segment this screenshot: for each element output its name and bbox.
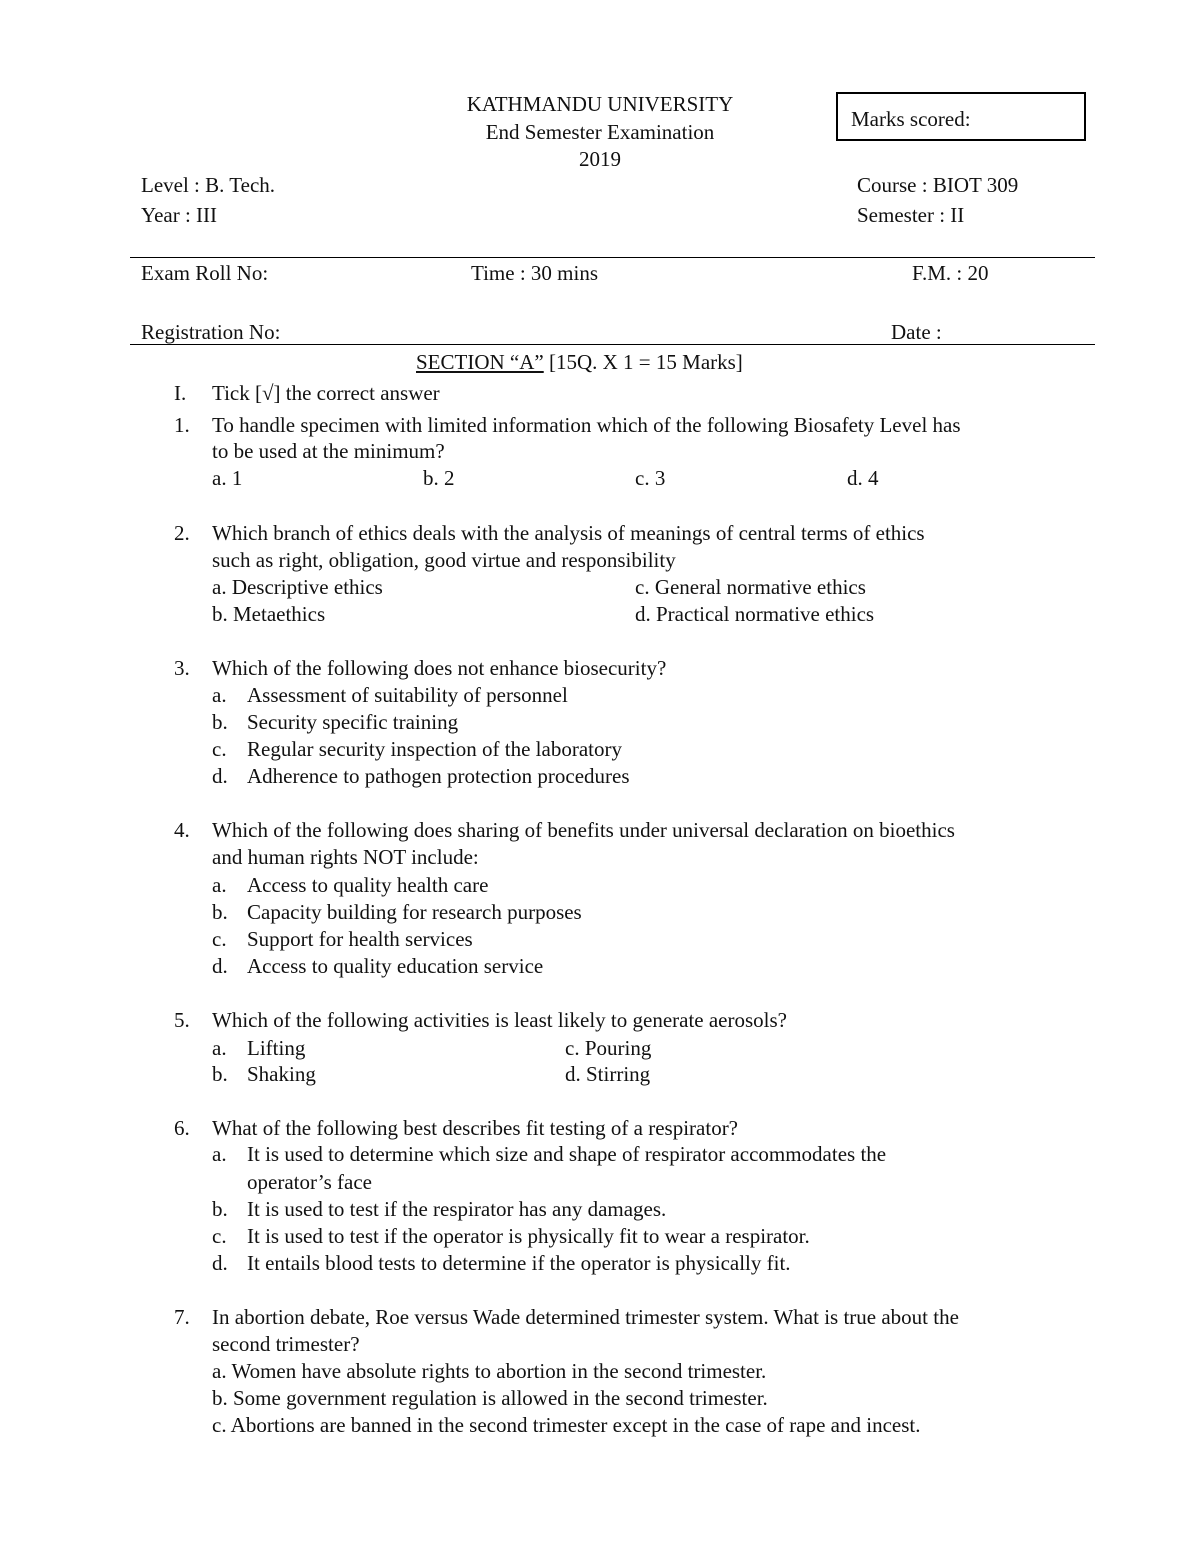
question-number: 1.: [174, 413, 190, 437]
option-a[interactable]: It is used to determine which size and shape of respirator accommodates the: [247, 1142, 887, 1166]
option-d[interactable]: d. 4: [847, 466, 879, 490]
question-text: Which of the following does not enhance biosecurity?: [212, 656, 667, 680]
option-c[interactable]: Support for health services: [247, 927, 473, 951]
section-title: SECTION “A”: [416, 350, 544, 374]
option-b[interactable]: b. Some government regulation is allowed in the second trimester.: [212, 1386, 768, 1410]
option-b[interactable]: It is used to test if the respirator has any damages.: [247, 1197, 667, 1221]
option-letter: a.: [212, 1036, 227, 1060]
semester: Semester : II: [857, 203, 965, 227]
marks-scored-box: [836, 92, 1086, 141]
option-letter: b.: [212, 1197, 228, 1221]
section-marks: [15Q. X 1 = 15 Marks]: [543, 350, 743, 374]
option-d[interactable]: Adherence to pathogen protection procedures: [247, 764, 630, 788]
option-d[interactable]: d. Stirring: [565, 1062, 651, 1086]
instruction-number: I.: [174, 381, 187, 405]
option-c[interactable]: c. Pouring: [565, 1036, 652, 1060]
option-letter: b.: [212, 1062, 228, 1086]
option-letter: d.: [212, 1251, 228, 1275]
exam-title: End Semester Examination: [485, 120, 715, 144]
section-heading: [416, 352, 743, 373]
marks-scored-label: Marks scored:: [851, 107, 971, 131]
option-letter: b.: [212, 900, 228, 924]
option-letter: c.: [212, 1224, 227, 1248]
exam-time: Time : 30 mins: [471, 261, 599, 285]
option-a[interactable]: Lifting: [247, 1036, 306, 1060]
question-number: 5.: [174, 1008, 190, 1032]
option-a[interactable]: Access to quality health care: [247, 873, 489, 897]
option-letter: d.: [212, 954, 228, 978]
question-number: 6.: [174, 1116, 190, 1140]
divider-top: [130, 257, 1095, 258]
registration-no: Registration No:: [141, 320, 281, 344]
option-b[interactable]: Shaking: [247, 1062, 316, 1086]
option-a[interactable]: a. Women have absolute rights to abortion in the second trimester.: [212, 1359, 767, 1383]
option-letter: a.: [212, 873, 227, 897]
option-a[interactable]: Assessment of suitability of personnel: [247, 683, 568, 707]
option-b[interactable]: b. Metaethics: [212, 602, 326, 626]
option-letter: a.: [212, 1142, 227, 1166]
question-text: To handle specimen with limited information which of the following Biosafety Level has: [212, 413, 961, 437]
exam-roll-no: Exam Roll No:: [141, 261, 269, 285]
question-number: 4.: [174, 818, 190, 842]
option-letter: a.: [212, 683, 227, 707]
question-text: such as right, obligation, good virtue and responsibility: [212, 548, 676, 572]
divider-bottom: [130, 344, 1095, 345]
instruction: Tick [√] the correct answer: [212, 381, 440, 405]
option-c[interactable]: Regular security inspection of the laboratory: [247, 737, 622, 761]
question-number: 7.: [174, 1305, 190, 1329]
option-a[interactable]: a. 1: [212, 466, 243, 490]
exam-date: Date :: [891, 320, 942, 344]
option-letter: d.: [212, 764, 228, 788]
option-letter: c.: [212, 927, 227, 951]
exam-year: 2019: [579, 147, 621, 171]
option-c[interactable]: c. 3: [635, 466, 666, 490]
question-text: second trimester?: [212, 1332, 360, 1356]
question-text: Which of the following activities is least likely to generate aerosols?: [212, 1008, 787, 1032]
option-a-continued[interactable]: operator’s face: [247, 1170, 372, 1194]
option-c[interactable]: It is used to test if the operator is physically fit to wear a respirator.: [247, 1224, 810, 1248]
year-of-study: Year : III: [141, 203, 218, 227]
option-c[interactable]: c. General normative ethics: [635, 575, 866, 599]
option-letter: b.: [212, 710, 228, 734]
full-marks: F.M. : 20: [912, 261, 989, 285]
option-b[interactable]: b. 2: [423, 466, 455, 490]
option-b[interactable]: Security specific training: [247, 710, 459, 734]
course: Course : BIOT 309: [857, 173, 1019, 197]
option-c[interactable]: c. Abortions are banned in the second trimester except in the case of rape and incest.: [212, 1413, 921, 1437]
option-d[interactable]: It entails blood tests to determine if the operator is physically fit.: [247, 1251, 791, 1275]
question-number: 3.: [174, 656, 190, 680]
question-text: and human rights NOT include:: [212, 845, 479, 869]
option-d[interactable]: d. Practical normative ethics: [635, 602, 875, 626]
question-number: 2.: [174, 521, 190, 545]
question-text: Which branch of ethics deals with the analysis of meanings of central terms of ethics: [212, 521, 925, 545]
question-text: to be used at the minimum?: [212, 439, 445, 463]
option-letter: c.: [212, 737, 227, 761]
question-text: What of the following best describes fit testing of a respirator?: [212, 1116, 739, 1140]
option-a[interactable]: a. Descriptive ethics: [212, 575, 383, 599]
option-b[interactable]: Capacity building for research purposes: [247, 900, 582, 924]
question-text: In abortion debate, Roe versus Wade determined trimester system. What is true about the: [212, 1305, 959, 1329]
question-text: Which of the following does sharing of benefits under universal declaration on bioethics: [212, 818, 955, 842]
university-name: KATHMANDU UNIVERSITY: [466, 92, 734, 116]
level: Level : B. Tech.: [141, 173, 276, 197]
option-d[interactable]: Access to quality education service: [247, 954, 544, 978]
